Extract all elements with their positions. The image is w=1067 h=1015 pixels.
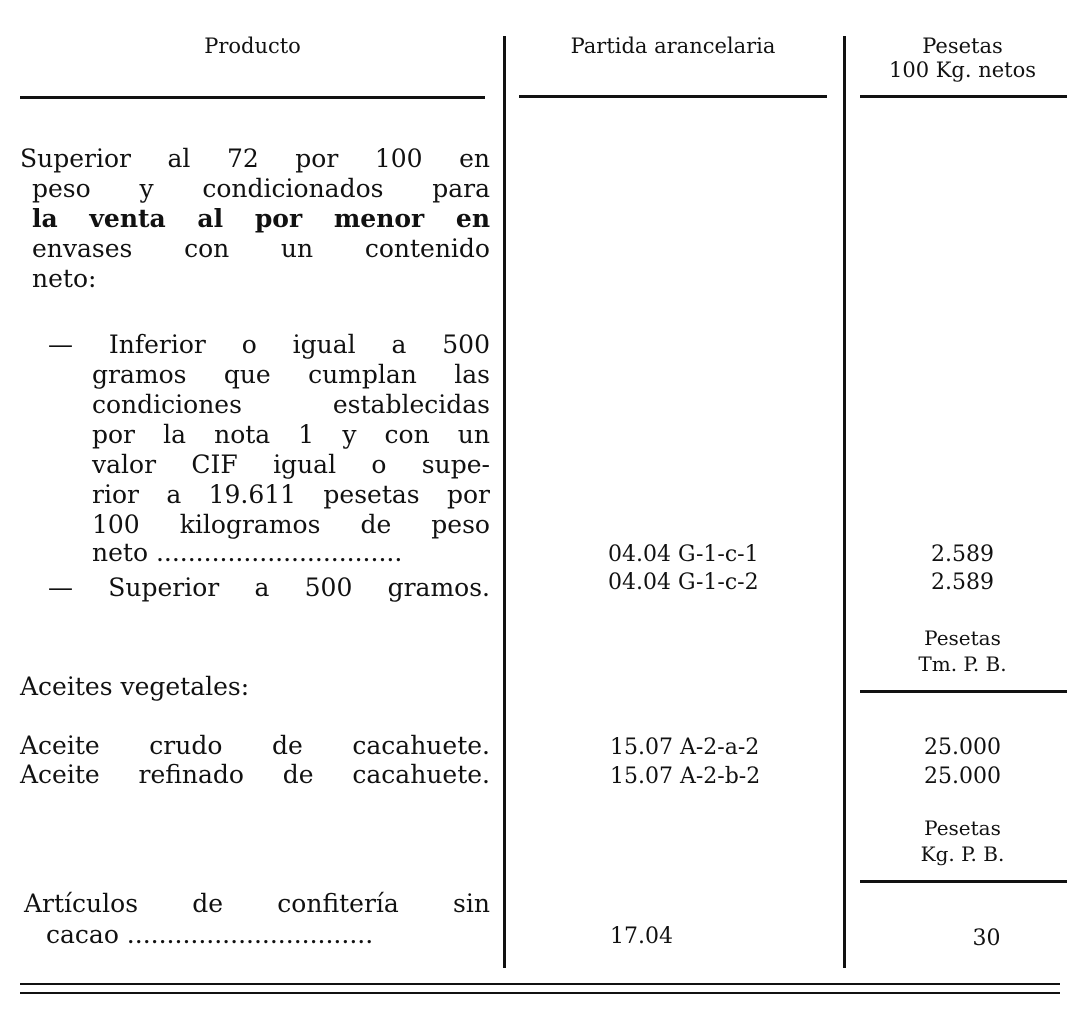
section3-producto-line1: Artículos de confitería sin <box>24 889 490 918</box>
header-pesetas-line2: 100 Kg. netos <box>888 58 1037 82</box>
section2-unit-rule <box>860 690 1067 693</box>
section3-unit-line2: Kg. P. B. <box>920 842 1005 866</box>
item1-line: gramos que cumplan las <box>92 360 490 389</box>
item1-line: rior a 19.611 pesetas por <box>92 480 490 509</box>
header-partida: Partida arancelaria <box>570 34 776 58</box>
section3-producto-line2: cacao ............................... <box>46 920 374 949</box>
item1-line: — Inferior o igual a 500 <box>48 330 490 359</box>
section3-valor: 30 <box>972 926 1001 951</box>
section2-row-valor: 25.000 <box>924 735 1001 760</box>
item1-line: 100 kilogramos de peso <box>92 510 490 539</box>
item1-partida: 04.04 G-1-c-1 <box>608 542 759 567</box>
header-rule-producto <box>20 96 485 99</box>
section2-row-producto: Aceite refinado de cacahuete. <box>20 760 490 789</box>
section2-heading: Aceites vegetales: <box>20 672 250 701</box>
item2-partida: 04.04 G-1-c-2 <box>608 570 759 595</box>
header-producto: Producto <box>204 34 301 58</box>
bottom-rule-2 <box>20 992 1060 994</box>
section3-unit-rule <box>860 880 1067 883</box>
bottom-rule-1 <box>20 983 1060 985</box>
intro-line: neto: <box>32 264 97 293</box>
section1-intro <box>20 144 490 294</box>
section3-unit-line1: Pesetas <box>924 816 1001 840</box>
section2-row-valor: 25.000 <box>924 764 1001 789</box>
item1-line: valor CIF igual o supe- <box>92 450 490 479</box>
section2-row-partida: 15.07 A-2-a-2 <box>610 735 760 760</box>
section2-row-producto: Aceite crudo de cacahuete. <box>20 731 490 760</box>
column-divider-1 <box>503 36 506 968</box>
section1-item1 <box>48 330 490 564</box>
item2-value: 2.589 <box>931 570 994 595</box>
section2-row-partida: 15.07 A-2-b-2 <box>610 764 761 789</box>
section2-unit-line2: Tm. P. B. <box>918 652 1007 676</box>
header-rule-pesetas <box>860 95 1067 98</box>
header-pesetas-line1: Pesetas <box>922 34 1003 58</box>
section2-unit-line1: Pesetas <box>924 626 1001 650</box>
section3-partida: 17.04 <box>610 924 673 949</box>
intro-line: envases con un contenido <box>32 234 490 263</box>
intro-line: Superior al 72 por 100 en <box>20 144 490 173</box>
item1-line: por la nota 1 y con un <box>92 420 490 449</box>
intro-line: la venta al por menor en <box>32 204 490 233</box>
column-divider-2 <box>843 36 846 968</box>
item1-line: neto ............................... <box>92 540 403 564</box>
item1-value: 2.589 <box>931 542 994 567</box>
item2-label: — Superior a 500 gramos. <box>48 573 490 602</box>
header-rule-partida <box>519 95 827 98</box>
intro-line: peso y condicionados para <box>32 174 490 203</box>
item1-line: condiciones establecidas <box>92 390 490 419</box>
